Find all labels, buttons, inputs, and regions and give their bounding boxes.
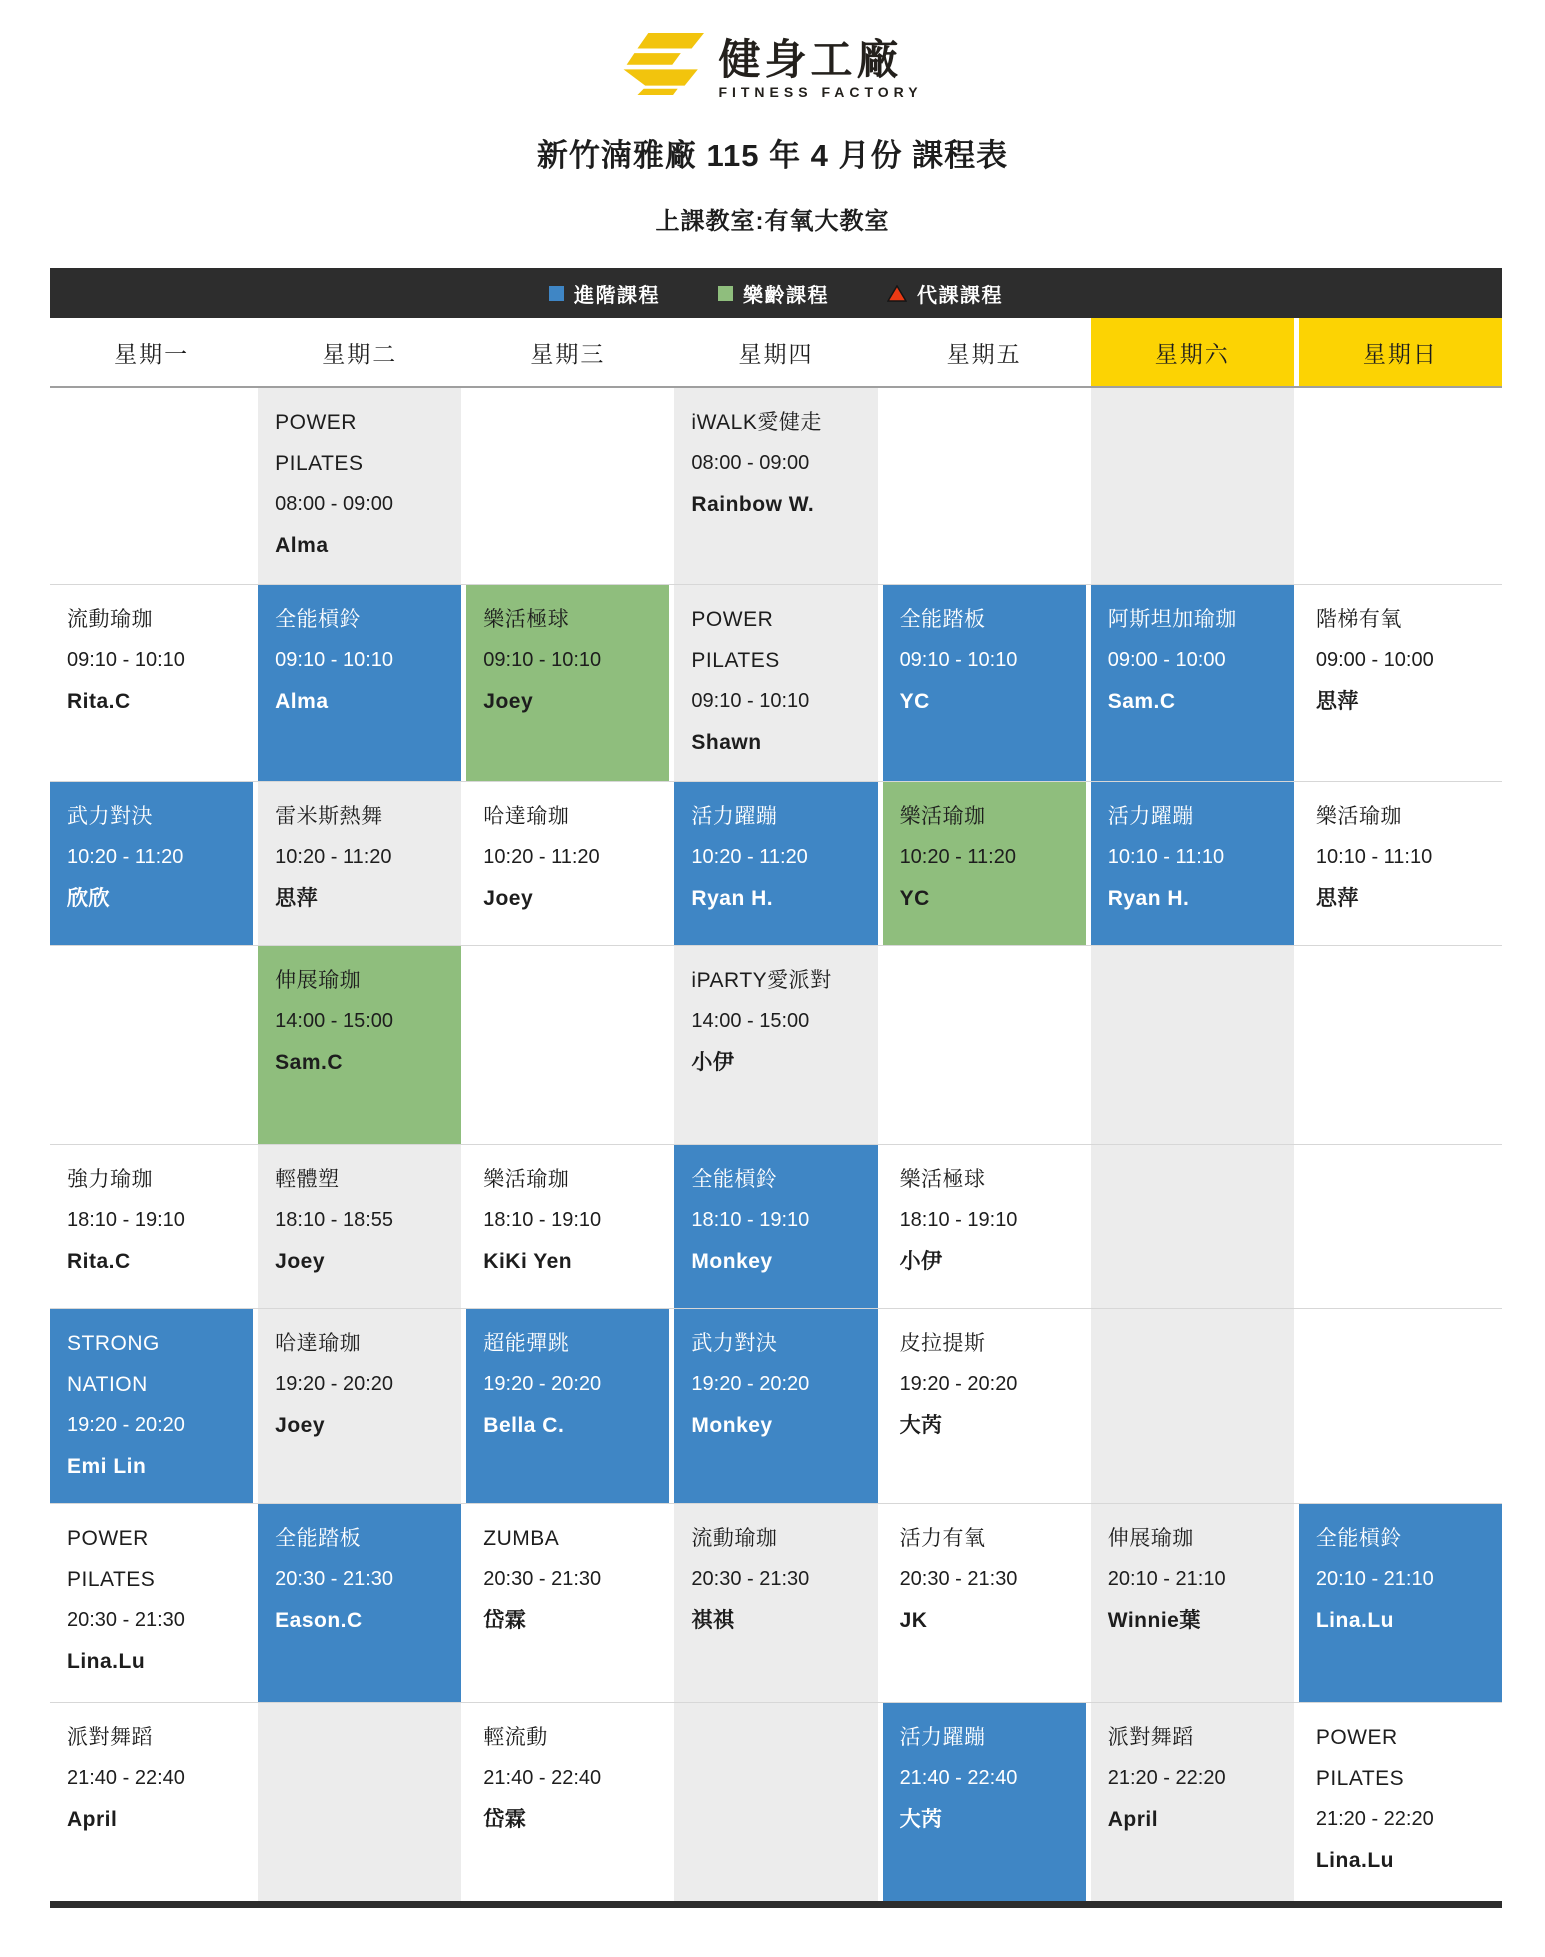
class-instructor: Emi Lin [67,1455,147,1478]
empty-cell [1299,1309,1502,1503]
class-cell [1091,1703,1294,1901]
class-time: 10:20 - 11:20 [483,846,600,868]
class-instructor: 祺祺 [691,1609,735,1632]
brand [0,36,1545,100]
class-time: 19:20 - 20:20 [483,1373,602,1395]
brand-logo-icon [622,33,704,100]
class-name: 全能踏板 [899,608,986,631]
class-name: 全能槓鈴 [275,608,362,631]
class-time: 14:00 - 15:00 [275,1010,394,1032]
class-name: iWALK愛健走 [691,411,822,434]
substitute-triangle-icon [887,285,907,302]
class-time: 20:30 - 21:30 [275,1568,394,1590]
empty-cell [1299,388,1502,584]
day-header-7: 星期日 [1299,318,1502,386]
class-name: 派對舞蹈 [1107,1726,1194,1749]
class-cell [466,1145,669,1308]
class-time: 09:00 - 10:00 [1315,649,1434,671]
class-cell [1091,585,1294,781]
class-name: 派對舞蹈 [67,1726,153,1749]
class-name: 全能踏板 [275,1527,362,1550]
class-name: 流動瑜珈 [67,608,153,631]
page-title: 新竹湳雅廠 115 年 4 月份 課程表 [536,138,1009,173]
class-time: 21:40 - 22:40 [899,1767,1018,1789]
class-time: 18:10 - 19:10 [691,1209,810,1231]
class-cell [674,388,877,584]
class-cell [1091,782,1294,945]
class-instructor: Winnie葉 [1107,1609,1201,1632]
room-subtitle: 上課教室:有氧大教室 [655,208,890,235]
class-time: 14:00 - 15:00 [691,1010,810,1032]
class-time: 10:10 - 11:10 [1315,846,1433,868]
class-time: 09:10 - 10:10 [67,649,185,671]
legend-item [718,279,829,308]
brand-name-cn: 健身工廠 [718,36,903,83]
class-instructor: Lina.Lu [1315,1609,1395,1632]
class-instructor: Sam.C [275,1051,343,1074]
schedule-row [50,1503,1502,1702]
class-name: 哈達瑜珈 [483,805,570,828]
legend-label: 代課課程 [917,284,1003,307]
class-time: 18:10 - 18:55 [275,1209,394,1231]
class-cell [1299,1504,1502,1702]
empty-cell [50,388,253,584]
class-cell [258,585,461,781]
class-name: POWER PILATES [67,1527,156,1591]
advanced-square-icon [549,286,564,301]
class-instructor: Rita.C [67,690,131,713]
class-cell [258,1504,461,1702]
empty-cell [1091,1145,1294,1308]
class-time: 09:10 - 10:10 [483,649,602,671]
class-instructor: Joey [275,1250,326,1273]
class-time: 20:30 - 21:30 [899,1568,1018,1590]
class-time: 09:10 - 10:10 [691,690,810,712]
class-instructor: April [67,1808,118,1831]
empty-cell [466,946,669,1144]
class-instructor: Monkey [691,1414,773,1437]
class-cell [674,1309,877,1503]
class-cell [50,585,253,781]
class-name: 強力瑜珈 [67,1168,153,1191]
class-time: 20:30 - 21:30 [67,1609,185,1631]
class-name: 活力有氧 [899,1527,986,1550]
class-name: iPARTY愛派對 [691,969,832,992]
class-name: 階梯有氧 [1315,608,1402,631]
empty-cell [50,946,253,1144]
class-cell [50,1309,253,1503]
class-cell [50,1703,253,1901]
empty-cell [1091,388,1294,584]
schedule-row [50,388,1502,584]
class-name: 皮拉提斯 [899,1332,986,1355]
schedule-grid [50,388,1502,1908]
class-time: 21:40 - 22:40 [67,1767,185,1789]
class-cell [674,1504,877,1702]
class-cell [258,946,461,1144]
days-header [50,318,1502,388]
class-name: 阿斯坦加瑜珈 [1107,608,1237,631]
class-instructor: Joey [275,1414,326,1437]
class-name: 活力躍蹦 [691,805,778,828]
class-instructor: 欣欣 [67,887,110,910]
class-name: 輕流動 [483,1726,548,1749]
class-time: 10:20 - 11:20 [275,846,392,868]
class-instructor: Joey [483,887,534,910]
class-instructor: YC [899,887,930,910]
day-header-4: 星期四 [738,340,814,367]
class-time: 09:00 - 10:00 [1107,649,1226,671]
class-time: 20:30 - 21:30 [483,1568,602,1590]
class-name: 活力躍蹦 [1107,805,1194,828]
class-instructor: KiKi Yen [483,1250,573,1273]
day-header-1: 星期一 [114,340,190,367]
schedule-row [50,1144,1502,1308]
class-cell [466,1703,669,1901]
empty-cell [883,946,1086,1144]
empty-cell [1299,946,1502,1144]
empty-cell [1091,1309,1294,1503]
class-instructor: Shawn [691,731,762,754]
class-instructor: 岱霖 [483,1808,527,1831]
class-cell [674,782,877,945]
class-instructor: Alma [275,690,329,713]
class-instructor: Lina.Lu [1315,1849,1395,1872]
class-time: 19:20 - 20:20 [691,1373,810,1395]
class-name: 武力對決 [691,1332,778,1355]
class-cell [466,782,669,945]
class-instructor: Sam.C [1107,690,1176,713]
class-cell [674,585,877,781]
day-header-3: 星期三 [530,340,606,367]
class-instructor: April [1107,1808,1159,1831]
class-time: 10:10 - 11:10 [1107,846,1225,868]
class-instructor: Rita.C [67,1250,131,1273]
class-instructor: 小伊 [899,1250,943,1273]
class-cell [1299,585,1502,781]
senior-square-icon [718,286,733,301]
class-instructor: Ryan H. [1107,887,1190,910]
class-name: 伸展瑜珈 [1107,1527,1194,1550]
class-time: 10:20 - 11:20 [691,846,808,868]
class-cell [50,1145,253,1308]
class-time: 08:00 - 09:00 [275,493,394,515]
class-time: 20:10 - 21:10 [1107,1568,1226,1590]
class-instructor: Joey [483,690,534,713]
class-instructor: Ryan H. [691,887,774,910]
class-time: 20:30 - 21:30 [691,1568,810,1590]
class-name: POWER PILATES [691,608,780,672]
day-header-5: 星期五 [946,340,1022,367]
class-cell [466,585,669,781]
class-time: 21:20 - 22:20 [1315,1808,1434,1830]
class-instructor: Monkey [691,1250,773,1273]
class-cell [258,388,461,584]
class-cell [258,1309,461,1503]
class-name: 樂活瑜珈 [483,1168,570,1191]
class-time: 08:00 - 09:00 [691,452,810,474]
class-cell [883,1504,1086,1702]
class-time: 18:10 - 19:10 [483,1209,602,1231]
empty-cell [1091,946,1294,1144]
empty-cell [1299,1145,1502,1308]
schedule-row [50,1702,1502,1901]
class-name: POWER PILATES [1315,1726,1405,1790]
class-name: 樂活極球 [899,1168,986,1191]
class-time: 09:10 - 10:10 [275,649,394,671]
class-name: 超能彈跳 [483,1332,570,1355]
class-name: 輕體塑 [275,1168,340,1191]
class-name: 哈達瑜珈 [275,1332,362,1355]
class-name: 樂活瑜珈 [899,805,986,828]
class-time: 09:10 - 10:10 [899,649,1018,671]
legend-label: 樂齡課程 [743,284,829,307]
legend-bar [50,268,1502,318]
schedule-row [50,584,1502,781]
class-instructor: Alma [275,534,329,557]
class-time: 10:20 - 11:20 [899,846,1016,868]
class-instructor: Lina.Lu [67,1650,146,1673]
class-name: 流動瑜珈 [691,1527,778,1550]
class-instructor: Eason.C [275,1609,363,1632]
schedule-row [50,945,1502,1144]
class-instructor: Rainbow W. [691,493,815,516]
empty-cell [466,388,669,584]
brand-text [718,36,923,100]
class-instructor: JK [899,1609,928,1632]
class-name: POWER PILATES [275,411,364,475]
class-instructor: 大芮 [899,1414,943,1437]
class-time: 18:10 - 19:10 [67,1209,185,1231]
class-instructor: 大芮 [899,1808,943,1831]
class-instructor: YC [899,690,930,713]
class-cell [674,946,877,1144]
class-time: 21:20 - 22:20 [1107,1767,1226,1789]
class-cell [674,1145,877,1308]
class-cell [1299,782,1502,945]
class-cell [258,1145,461,1308]
class-cell [466,1309,669,1503]
day-header-6: 星期六 [1091,318,1294,386]
class-instructor: 小伊 [691,1051,735,1074]
empty-cell [258,1703,461,1901]
empty-cell [883,388,1086,584]
class-cell [883,782,1086,945]
class-name: 樂活極球 [483,608,570,631]
class-name: 伸展瑜珈 [275,969,362,992]
class-cell [258,782,461,945]
class-cell [883,1309,1086,1503]
class-cell [50,782,253,945]
class-name: 雷米斯熱舞 [275,805,383,828]
class-instructor: 思萍 [1315,887,1359,910]
class-time: 10:20 - 11:20 [67,846,184,868]
class-name: 全能槓鈴 [691,1168,778,1191]
page-header [0,0,1545,236]
class-time: 19:20 - 20:20 [67,1414,185,1436]
legend-label: 進階課程 [574,284,660,307]
class-time: 19:20 - 20:20 [275,1373,394,1395]
class-cell [1299,1703,1502,1901]
class-time: 20:10 - 21:10 [1315,1568,1434,1590]
class-name: 武力對決 [67,805,153,828]
class-instructor: 思萍 [275,887,319,910]
class-name: 樂活瑜珈 [1315,805,1402,828]
brand-name-en: FITNESS FACTORY [718,84,923,100]
class-name: STRONG NATION [67,1332,160,1396]
schedule-row [50,781,1502,945]
legend-item [549,279,660,308]
class-cell [50,1504,253,1702]
class-time: 19:20 - 20:20 [899,1373,1018,1395]
legend-item [887,279,1003,308]
class-name: 全能槓鈴 [1315,1527,1402,1550]
class-instructor: 思萍 [1315,690,1359,713]
empty-cell [674,1703,877,1901]
class-instructor: 岱霖 [483,1609,527,1632]
schedule-row [50,1308,1502,1503]
class-time: 21:40 - 22:40 [483,1767,602,1789]
class-name: ZUMBA [483,1527,560,1550]
class-cell [1091,1504,1294,1702]
class-cell [883,1703,1086,1901]
class-name: 活力躍蹦 [899,1726,986,1749]
class-cell [883,585,1086,781]
class-cell [466,1504,669,1702]
class-cell [883,1145,1086,1308]
day-header-2: 星期二 [322,340,398,367]
class-time: 18:10 - 19:10 [899,1209,1018,1231]
class-instructor: Bella C. [483,1414,565,1437]
